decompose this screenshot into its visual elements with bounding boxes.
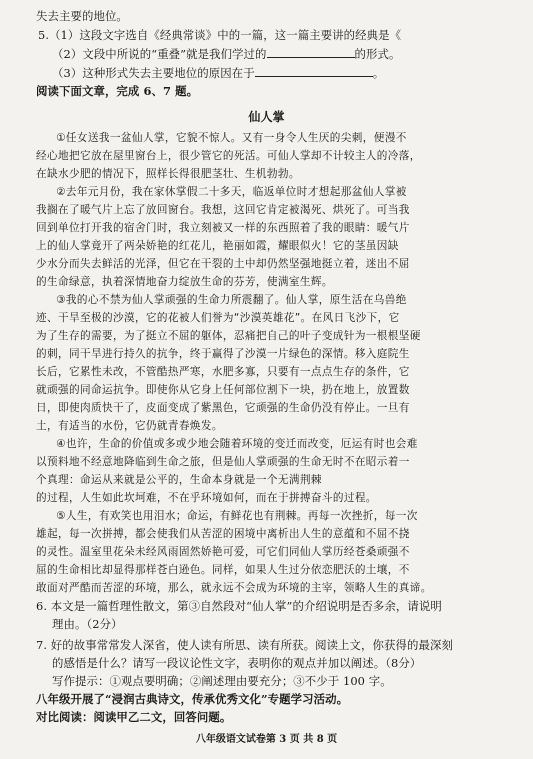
answer-blank [255, 65, 373, 77]
comparative-reading: 对比阅读：阅读甲乙二文，回答问题。 [36, 710, 232, 724]
paragraph-line: 经心地把它放在屋里窗台上，很少管它的死活。可仙人掌却不计较主人的冷落， [36, 150, 421, 162]
question-5-3-tail: 。 [372, 66, 385, 80]
writing-tips: 写作提示：①观点要明确；②阐述理由要充分；③不少于 100 字。 [52, 674, 392, 688]
paragraph-line: 回到单位打开我的宿舍门时，我立刻被又一样的东西照着了我的眼睛：暖气片 [36, 222, 410, 234]
question-5-2 [52, 46, 533, 63]
paragraph-line: 就顽强的同命运抗争。即使你从它身上任何部位割下一块，扔在地上，放置数 [36, 384, 410, 396]
paragraph-line: 土，有适当的水份，它仍就青春焕发。 [36, 420, 223, 432]
answer-blank [267, 46, 355, 58]
paragraph-line: 的生命绿意，执着深情地奋力绽放生命的芬芳，使满室生辉。 [36, 276, 333, 288]
question-6: 6. 本文是一篇哲理性散文，第③自然段对“仙人掌”的介绍说明是否多余，请说明 [36, 599, 442, 613]
question-5-1: 5.（1）这段文字选自《经典常谈》中的一篇，这一篇主要讲的经典是《 [38, 28, 402, 42]
article-title: 仙人掌 [248, 110, 285, 124]
page-footer: 八年级语文试卷第 3 页 共 8 页 [195, 734, 338, 745]
paragraph-line: 少水分而失去鲜活的光泽，但它在干裂的土中却仍然坚强地挺立着，迷出不屈 [36, 258, 410, 270]
question-5-2-text: （2）文段中所说的“重叠”就是我们学过的 [52, 47, 267, 61]
paragraph-line: 的过程，人生如此坎坷难，不在乎环境如何，而在于拼搏奋斗的过程。 [36, 492, 377, 504]
paragraph-line: 长后，它累性未改，不管酷热严寒，水肥多寡，只要有一点点生存的条件，它 [36, 366, 410, 378]
question-7-cont: 的感悟是什么？请写一段议论性文字，表明你的观点并加以阐述。（8分） [52, 656, 422, 670]
activity-intro: 八年级开展了“浸润古典诗文，传承优秀文化”专题学习活动。 [36, 692, 349, 706]
paragraph-line: ③我的心不禁为仙人掌顽强的生命力所震翻了。仙人掌，原生活在乌兽绝 [56, 294, 407, 306]
paragraph-line: 的刺，同干旱进行持久的抗争，终于赢得了沙漠一片绿色的深情。移入庭院生 [36, 348, 410, 360]
question-7: 7. 好的故事常常发人深省，使人读有所思、读有所获。阅读上文，你获得的最深刻 [36, 638, 453, 652]
paragraph-line: 敢面对严酷而苦涩的环境，那么，就永远不会成为环境的主宰，领略人生的真谛。 [36, 582, 432, 594]
paragraph-line: 迹、干旱至极的沙漠，它的花被人们誉为“沙漠英雄花”。在风日飞沙下，它 [36, 312, 400, 324]
paragraph-line: 日，即使肉质快干了，皮面变成了紫黑色，它顽强的生命仍没有停止。一旦有 [36, 402, 410, 414]
paragraph-line: 在缺水少肥的情况下，照样长得很肥茎壮、生机勃勃。 [36, 168, 300, 180]
question-5-3-text: （3）这种形式失去主要地位的原因在于 [52, 66, 255, 80]
paragraph-line: 个真理：命运从来就是公平的，生命本身就是一个无满荆棘 [36, 474, 322, 486]
paragraph-line: 上的仙人掌竟开了两朵娇艳的红花儿，艳丽如霞，耀眼似火！它的茎虽因缺 [36, 240, 399, 252]
paragraph-line: ②去年元月份，我在家休掌假二十多天，临返单位时才想起那盆仙人掌被 [56, 186, 407, 198]
paragraph-line: 屈的生命相比却显得那样苍白逊色。同样，如果人生过分依恋肥沃的土壤，不 [36, 564, 410, 576]
paragraph-line: 以预料地不经意地降临到生命之旅，但是仙人掌顽强的生命无时不在昭示着一 [36, 456, 410, 468]
paragraph-line: 的灵性。温室里花朵未经风雨固然娇艳可爱，可它们同仙人掌历经苍桑顽强不 [36, 546, 410, 558]
question-5-3 [52, 65, 533, 82]
paragraph-line: ①任女送我一盆仙人掌，它貌不惊人。又有一身令人生厌的尖刺，便漫不 [56, 132, 407, 144]
reading-instruction: 阅读下面文章，完成 6、7 题。 [36, 84, 199, 98]
paragraph-line: ⑤人生，有欢笑也用泪水；命运，有鲜花也有荆棘。再每一次挫折，每一次 [56, 510, 418, 522]
question-5-2-tail: 的形式。 [354, 47, 401, 61]
text-line: 失去主要的地位。 [36, 9, 128, 23]
paragraph-line: ④也许，生命的价值或多或少地会随着环境的变迁而改变，厄运有时也会难 [56, 438, 418, 450]
question-6-score: 理由。（2分） [52, 617, 123, 631]
paragraph-line: 我搁在了暖气片上忘了放回窗台。我想，这回它肯定被渴死、烘死了。可当我 [36, 204, 410, 216]
paragraph-line: 为了生存的需要，为了挺立不屈的躯体，忍痛把自己的叶子变成针为一根根坚硬 [36, 330, 421, 342]
paragraph-line: 雄起，每一次拼搏，都会使我们从苦涩的困境中离析出人生的意蕴和不屈不挠 [36, 528, 410, 540]
